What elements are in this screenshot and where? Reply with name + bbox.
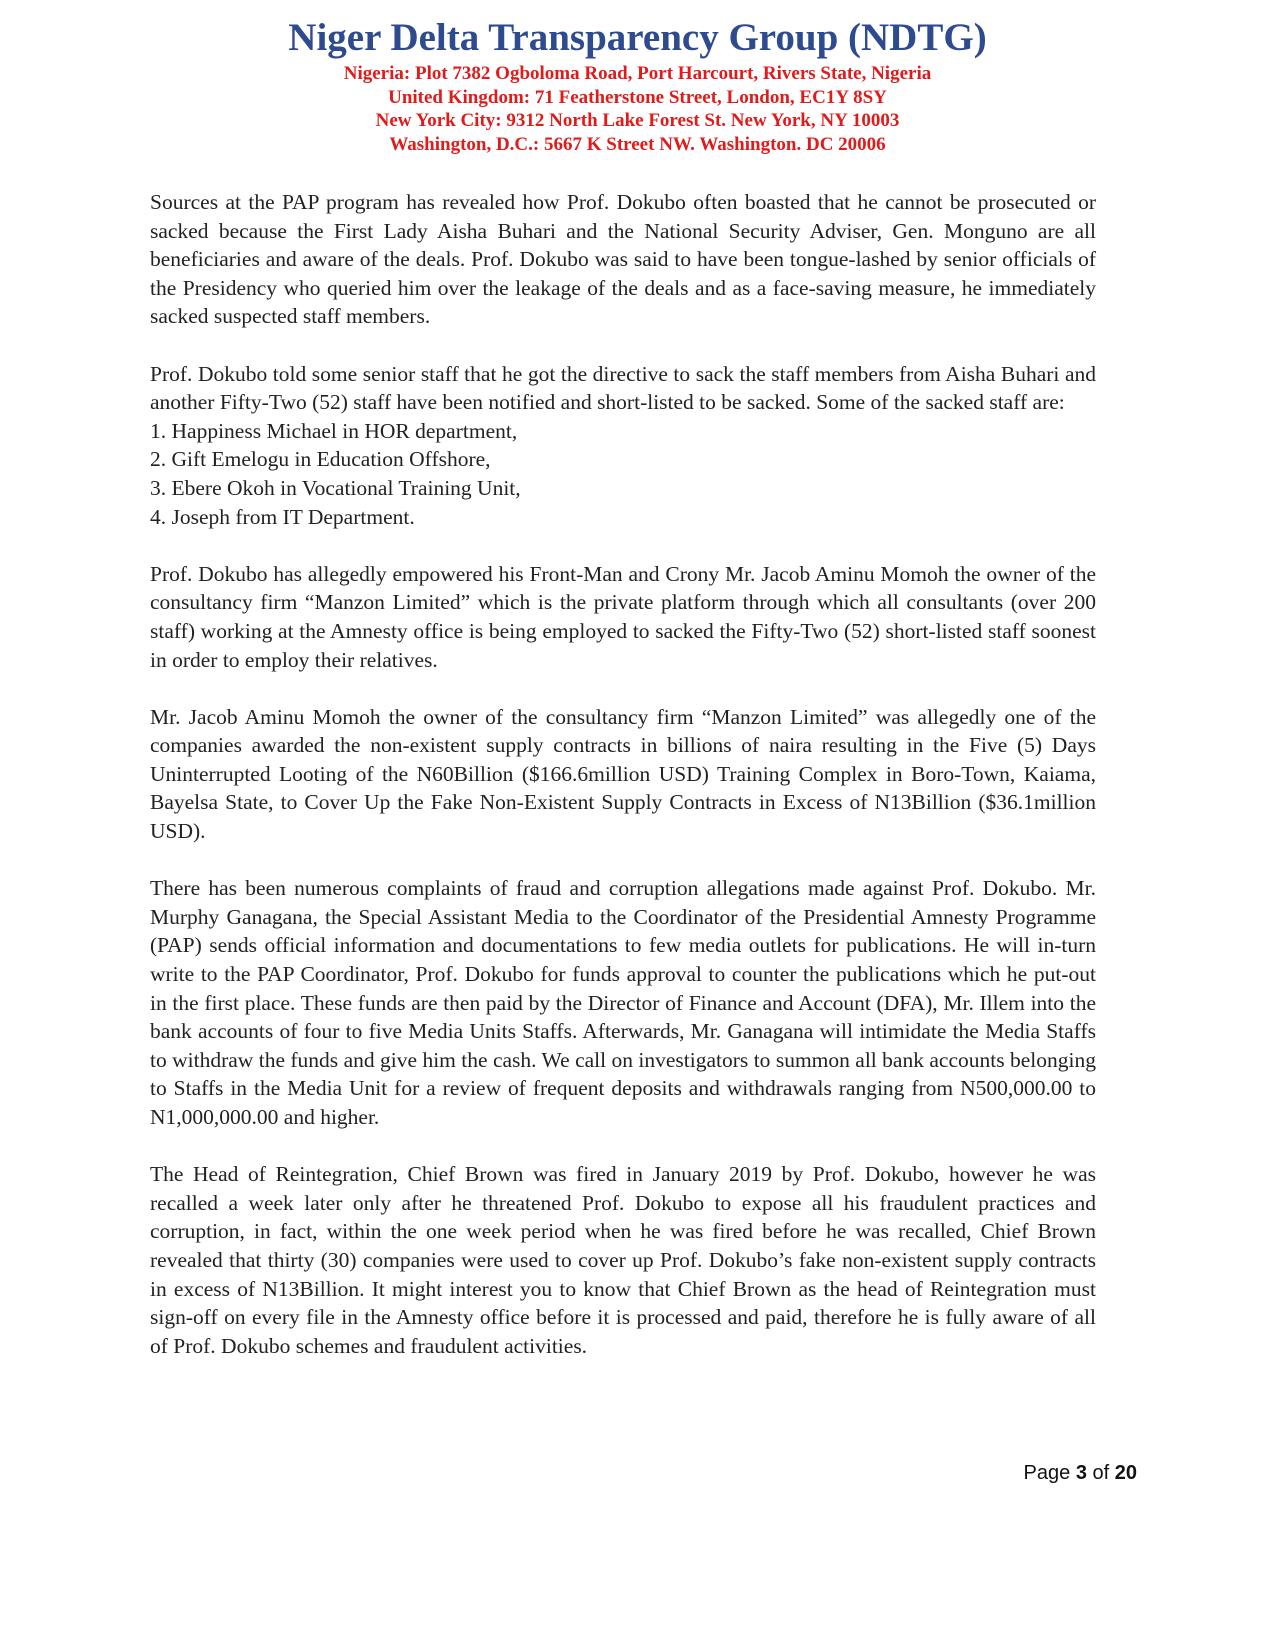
document-body xyxy=(150,188,1096,1389)
page-total: 20 xyxy=(1114,1462,1137,1484)
paragraph-5: There has been numerous complaints of fraud and corruption allegations made against Prof. Dokubo. Mr. Murphy Ganagana, the Special Assistant Media to the Coordinator of the Presidential Amnesty Programme (PAP) sends official information and documentations to few media outlets for publications. He will in-turn write to the PAP Coordinator, Prof. Dokubo for funds approval to counter the publications which he put-out in the first place. These funds are then paid by the Director of Finance and Account (DFA), Mr. Illem into the bank accounts of four to five Media Units Staffs. Afterwards, Mr. Ganagana will intimidate the Media Staffs to withdraw the funds and give him the cash. We call on investigators to summon all bank accounts belonging to Staffs in the Media Unit for a review of frequent deposits and withdrawals ranging from N500,000.00 to N1,000,000.00 and higher. xyxy=(150,876,1096,1129)
letterhead xyxy=(0,14,1275,156)
paragraph-4: Mr. Jacob Aminu Momoh the owner of the consultancy firm “Manzon Limited” was allegedly one of the companies awarded the non-existent supply contracts in billions of naira resulting in the Five (5) Days Uninterrupted Looting of the N60Billion ($166.6million USD) Training Complex in Boro-Town, Kaiama, Bayelsa State, to Cover Up the Fake Non-Existent Supply Contracts in Excess of N13Billion ($36.1million USD). xyxy=(150,704,1096,844)
list-item: 1. Happiness Michael in HOR department, xyxy=(150,418,518,443)
paragraph-1: Sources at the PAP program has revealed how Prof. Dokubo often boasted that he cannot be prosecuted or sacked because the First Lady Aisha Buhari and the National Security Adviser, Gen. Monguno are all beneficiaries and aware of the deals. Prof. Dokubo was said to have been tongue-lashed by senior officials of the Presidency who queried him over the leakage of the deals and as a face-saving measure, he immediately sacked suspected staff members. xyxy=(150,190,1096,329)
list-item: 4. Joseph from IT Department. xyxy=(150,504,415,529)
address-washington: Washington, D.C.: 5667 K Street NW. Washington. DC 20006 xyxy=(389,133,886,155)
paragraph-6: The Head of Reintegration, Chief Brown was fired in January 2019 by Prof. Dokubo, however he was recalled a week later only after he threatened Prof. Dokubo to expose all his fraudulent practices and corruption, in fact, within the one week period when he was fired before he was recalled, Chief Brown revealed that thirty (30) companies were used to cover up Prof. Dokubo’s fake non-existent supply contracts in excess of N13Billion. It might interest you to know that Chief Brown as the head of Reintegration must sign-off on every file in the Amnesty office before it is processed and paid, therefore he is fully aware of all of Prof. Dokubo schemes and fraudulent activities. xyxy=(150,1162,1096,1358)
paragraph-2: Prof. Dokubo told some senior staff that he got the directive to sack the staff members from Aisha Buhari and another Fifty-Two (52) staff have been notified and short-listed to be sacked. Some of the sacked staff are: xyxy=(150,361,1096,415)
page-word: Page xyxy=(1023,1462,1071,1484)
address-nigeria: Nigeria: Plot 7382 Ogboloma Road, Port Harcourt, Rivers State, Nigeria xyxy=(343,63,932,84)
address-new-york: New York City: 9312 North Lake Forest St. New York, NY 10003 xyxy=(375,110,900,131)
page-number xyxy=(1024,1462,1137,1485)
list-item: 2. Gift Emelogu in Education Offshore, xyxy=(150,447,491,472)
sacked-staff-list xyxy=(150,417,1096,531)
page-current: 3 xyxy=(1075,1462,1087,1484)
organization-title: Niger Delta Transparency Group (NDTG) xyxy=(288,16,987,59)
address-united-kingdom: United Kingdom: 71 Featherstone Street, London, EC1Y 8SY xyxy=(388,86,887,108)
list-item: 3. Ebere Okoh in Vocational Training Unit, xyxy=(150,475,521,500)
of-word: of xyxy=(1092,1462,1110,1484)
paragraph-3: Prof. Dokubo has allegedly empowered his Front-Man and Crony Mr. Jacob Aminu Momoh the owner of the consultancy firm “Manzon Limited” which is the private platform through which all consultants (over 200 staff) working at the Amnesty office is being employed to sacked the Fifty-Two (52) short-listed staff soonest in order to employ their relatives. xyxy=(150,561,1096,672)
